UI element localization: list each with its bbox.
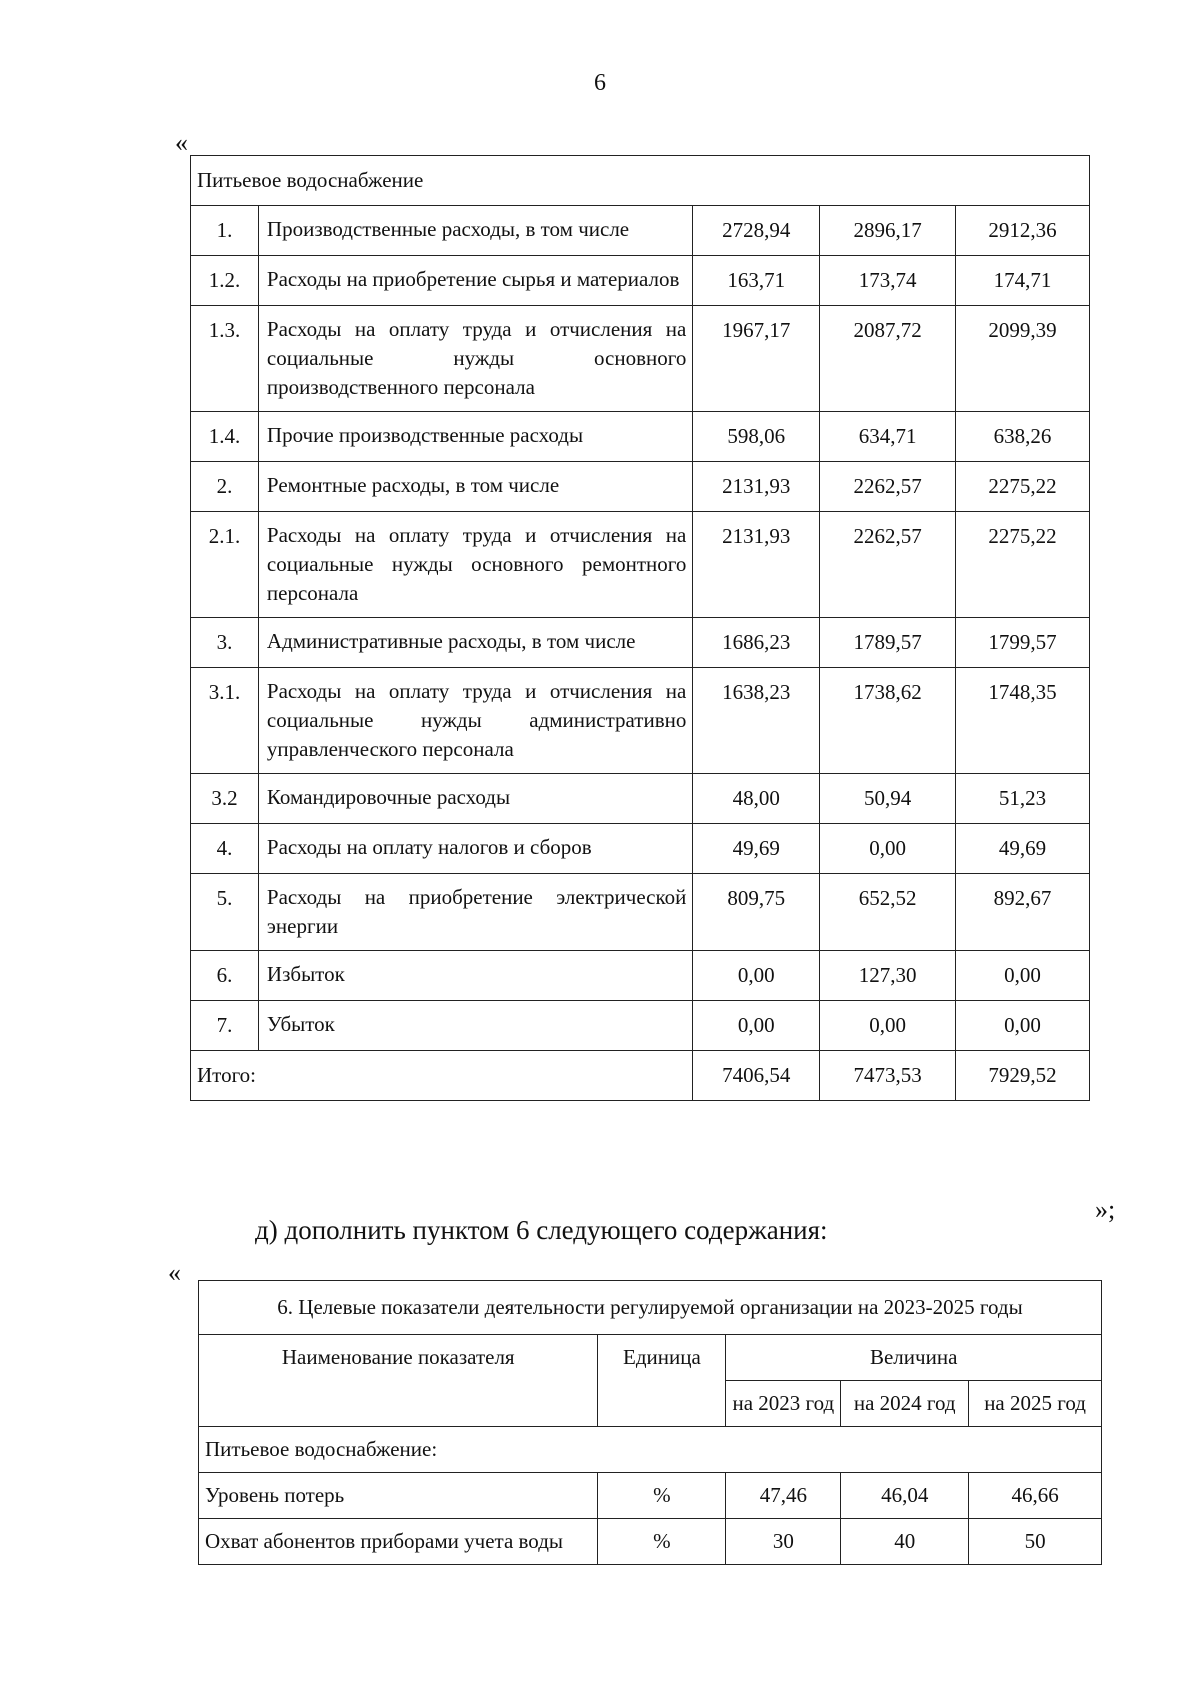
row-value-2: 2262,57 — [820, 512, 956, 618]
row-value-3: 0,00 — [956, 951, 1090, 1001]
total-value-1: 7406,54 — [693, 1051, 820, 1101]
table-row — [191, 668, 1090, 774]
opening-quote-1: « — [175, 128, 188, 157]
row-number: 3.1. — [191, 668, 259, 774]
row-number: 3.2 — [191, 774, 259, 824]
table-row — [191, 824, 1090, 874]
intro-text: д) дополнить пунктом 6 следующего содержания: — [255, 1215, 828, 1245]
row-value-2: 0,00 — [820, 824, 956, 874]
row-name: Ремонтные расходы, в том числе — [258, 462, 692, 512]
row-value-3: 51,23 — [956, 774, 1090, 824]
row-value-2: 127,30 — [820, 951, 956, 1001]
row-name: Расходы на приобретение электрической энергии — [258, 874, 692, 951]
table-row — [199, 1473, 1102, 1519]
total-label: Итого: — [191, 1051, 693, 1101]
column-header-name: Наименование показателя — [199, 1335, 598, 1427]
table-section-header: Питьевое водоснабжение: — [199, 1427, 1102, 1473]
row-name: Избыток — [258, 951, 692, 1001]
column-header-year-2024: на 2024 год — [841, 1381, 969, 1427]
table-header-row — [191, 156, 1090, 206]
table-row — [199, 1519, 1102, 1565]
total-value-3: 7929,52 — [956, 1051, 1090, 1101]
row-value-1: 2728,94 — [693, 206, 820, 256]
table-row — [191, 618, 1090, 668]
row-value-3: 2275,22 — [956, 462, 1090, 512]
row-value-2: 2262,57 — [820, 462, 956, 512]
row-value-1: 598,06 — [693, 412, 820, 462]
row-number: 6. — [191, 951, 259, 1001]
row-number: 1. — [191, 206, 259, 256]
row-number: 2. — [191, 462, 259, 512]
table-title: 6. Целевые показатели деятельности регулируемой организации на 2023-2025 годы — [199, 1281, 1102, 1335]
row-value-1: 49,69 — [693, 824, 820, 874]
indicator-value-2024: 46,04 — [841, 1473, 969, 1519]
column-header-unit: Единица — [598, 1335, 726, 1427]
row-value-3: 638,26 — [956, 412, 1090, 462]
row-value-3: 892,67 — [956, 874, 1090, 951]
row-name: Убыток — [258, 1001, 692, 1051]
row-value-2: 652,52 — [820, 874, 956, 951]
row-value-2: 2087,72 — [820, 306, 956, 412]
indicator-name: Охват абонентов приборами учета воды — [199, 1519, 598, 1565]
table-row — [191, 951, 1090, 1001]
row-value-1: 1967,17 — [693, 306, 820, 412]
row-name: Расходы на оплату труда и отчисления на социальные нужды основного производственного персонала — [258, 306, 692, 412]
row-value-1: 1686,23 — [693, 618, 820, 668]
total-value-2: 7473,53 — [820, 1051, 956, 1101]
row-value-1: 1638,23 — [693, 668, 820, 774]
row-number: 4. — [191, 824, 259, 874]
row-value-3: 1799,57 — [956, 618, 1090, 668]
table-row — [191, 512, 1090, 618]
table-row — [191, 462, 1090, 512]
column-header-year-2023: на 2023 год — [726, 1381, 841, 1427]
row-name: Расходы на оплату труда и отчисления на социальные нужды основного ремонтного персонала — [258, 512, 692, 618]
row-value-2: 0,00 — [820, 1001, 956, 1051]
row-value-3: 1748,35 — [956, 668, 1090, 774]
row-value-2: 173,74 — [820, 256, 956, 306]
column-header-year-2025: на 2025 год — [969, 1381, 1102, 1427]
row-number: 1.4. — [191, 412, 259, 462]
expenses-table — [190, 155, 1090, 1101]
indicator-value-2023: 47,46 — [726, 1473, 841, 1519]
row-value-3: 174,71 — [956, 256, 1090, 306]
row-name: Расходы на оплату налогов и сборов — [258, 824, 692, 874]
indicator-name: Уровень потерь — [199, 1473, 598, 1519]
row-value-2: 1789,57 — [820, 618, 956, 668]
total-row — [191, 1051, 1090, 1101]
table-row — [191, 774, 1090, 824]
row-value-2: 1738,62 — [820, 668, 956, 774]
row-number: 3. — [191, 618, 259, 668]
row-value-3: 0,00 — [956, 1001, 1090, 1051]
row-number: 5. — [191, 874, 259, 951]
indicator-value-2025: 46,66 — [969, 1473, 1102, 1519]
row-value-2: 2896,17 — [820, 206, 956, 256]
column-header-value: Величина — [726, 1335, 1102, 1381]
row-name: Командировочные расходы — [258, 774, 692, 824]
indicator-value-2023: 30 — [726, 1519, 841, 1565]
indicator-unit: % — [598, 1473, 726, 1519]
row-value-1: 2131,93 — [693, 462, 820, 512]
target-indicators-table — [198, 1280, 1102, 1565]
indicator-value-2024: 40 — [841, 1519, 969, 1565]
row-value-3: 49,69 — [956, 824, 1090, 874]
row-value-1: 2131,93 — [693, 512, 820, 618]
table-row — [191, 1001, 1090, 1051]
table-row — [191, 412, 1090, 462]
row-value-1: 163,71 — [693, 256, 820, 306]
row-value-3: 2912,36 — [956, 206, 1090, 256]
row-value-1: 0,00 — [693, 1001, 820, 1051]
indicator-unit: % — [598, 1519, 726, 1565]
row-value-1: 0,00 — [693, 951, 820, 1001]
row-name: Прочие производственные расходы — [258, 412, 692, 462]
indicator-value-2025: 50 — [969, 1519, 1102, 1565]
row-value-1: 48,00 — [693, 774, 820, 824]
row-value-1: 809,75 — [693, 874, 820, 951]
row-number: 1.3. — [191, 306, 259, 412]
row-value-3: 2275,22 — [956, 512, 1090, 618]
opening-quote-2: « — [168, 1258, 181, 1287]
row-number: 7. — [191, 1001, 259, 1051]
closing-quote: »; — [1095, 1195, 1116, 1224]
row-name: Расходы на приобретение сырья и материалов — [258, 256, 692, 306]
row-value-2: 634,71 — [820, 412, 956, 462]
table-row — [191, 206, 1090, 256]
table-row — [191, 256, 1090, 306]
table-section-header: Питьевое водоснабжение — [191, 156, 1090, 206]
table-row — [191, 874, 1090, 951]
row-name: Административные расходы, в том числе — [258, 618, 692, 668]
table-row — [191, 306, 1090, 412]
row-name: Расходы на оплату труда и отчисления на социальные нужды административно управленческого персонала — [258, 668, 692, 774]
row-number: 2.1. — [191, 512, 259, 618]
row-value-2: 50,94 — [820, 774, 956, 824]
row-name: Производственные расходы, в том числе — [258, 206, 692, 256]
page-number: 6 — [594, 70, 606, 96]
row-number: 1.2. — [191, 256, 259, 306]
row-value-3: 2099,39 — [956, 306, 1090, 412]
